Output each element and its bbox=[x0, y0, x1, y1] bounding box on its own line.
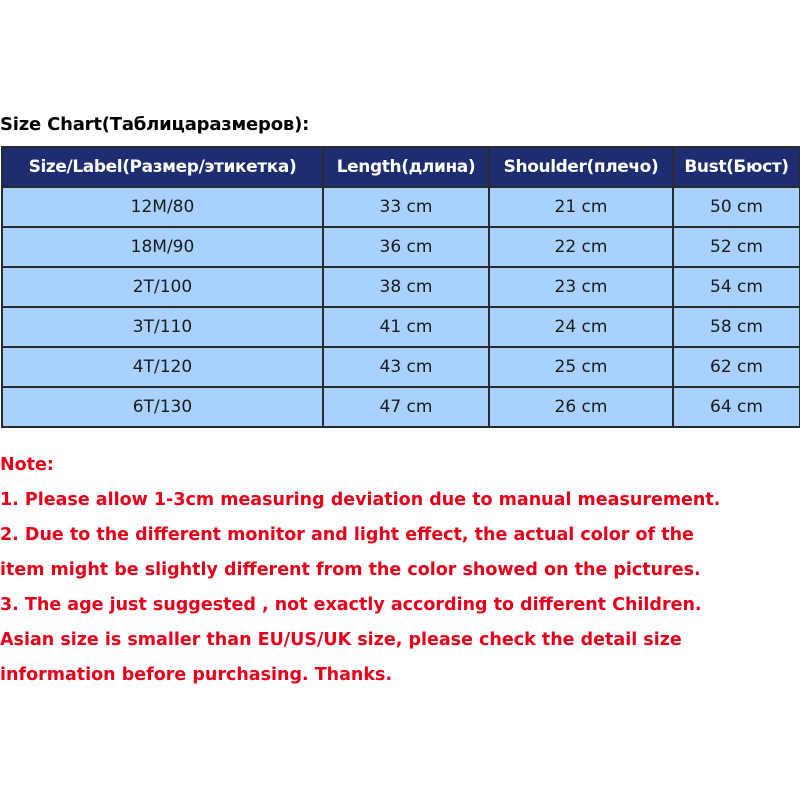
size-chart-title: Size Chart(Таблицаразмеров): bbox=[0, 114, 310, 135]
header-size-label: Size/Label(Размер/этикетка) bbox=[2, 147, 323, 187]
cell-shoulder: 25 cm bbox=[489, 347, 673, 387]
note-line: information before purchasing. Thanks. bbox=[0, 665, 393, 685]
cell-size: 3T/110 bbox=[2, 307, 323, 347]
cell-size: 12M/80 bbox=[2, 187, 323, 227]
cell-bust: 52 cm bbox=[673, 227, 800, 267]
table-row bbox=[2, 387, 800, 427]
cell-size: 18M/90 bbox=[2, 227, 323, 267]
cell-shoulder: 26 cm bbox=[489, 387, 673, 427]
notes-section bbox=[0, 448, 720, 693]
cell-bust: 62 cm bbox=[673, 347, 800, 387]
cell-size: 2T/100 bbox=[2, 267, 323, 307]
table-row bbox=[2, 227, 800, 267]
cell-size: 6T/130 bbox=[2, 387, 323, 427]
header-bust: Bust(Бюст) bbox=[673, 147, 800, 187]
cell-length: 47 cm bbox=[323, 387, 489, 427]
cell-length: 43 cm bbox=[323, 347, 489, 387]
cell-size: 4T/120 bbox=[2, 347, 323, 387]
header-shoulder: Shoulder(плечо) bbox=[489, 147, 673, 187]
cell-bust: 50 cm bbox=[673, 187, 800, 227]
cell-bust: 64 cm bbox=[673, 387, 800, 427]
header-length: Length(длина) bbox=[323, 147, 489, 187]
cell-shoulder: 24 cm bbox=[489, 307, 673, 347]
note-heading: Note: bbox=[0, 455, 54, 475]
table-row bbox=[2, 267, 800, 307]
cell-shoulder: 22 cm bbox=[489, 227, 673, 267]
cell-length: 33 cm bbox=[323, 187, 489, 227]
cell-length: 38 cm bbox=[323, 267, 489, 307]
cell-bust: 54 cm bbox=[673, 267, 800, 307]
cell-length: 41 cm bbox=[323, 307, 489, 347]
table-header-row bbox=[2, 147, 800, 187]
cell-bust: 58 cm bbox=[673, 307, 800, 347]
table-row bbox=[2, 347, 800, 387]
table-row bbox=[2, 187, 800, 227]
note-line: 3. The age just suggested , not exactly according to different Children. bbox=[0, 595, 702, 615]
note-line: Asian size is smaller than EU/US/UK size, please check the detail size bbox=[0, 630, 682, 650]
cell-shoulder: 21 cm bbox=[489, 187, 673, 227]
note-line: item might be slightly different from the color showed on the pictures. bbox=[0, 560, 701, 580]
cell-length: 36 cm bbox=[323, 227, 489, 267]
note-line: 2. Due to the different monitor and light effect, the actual color of the bbox=[0, 525, 694, 545]
size-chart-table bbox=[1, 146, 800, 428]
table-row bbox=[2, 307, 800, 347]
note-line: 1. Please allow 1-3cm measuring deviation due to manual measurement. bbox=[0, 490, 721, 510]
cell-shoulder: 23 cm bbox=[489, 267, 673, 307]
